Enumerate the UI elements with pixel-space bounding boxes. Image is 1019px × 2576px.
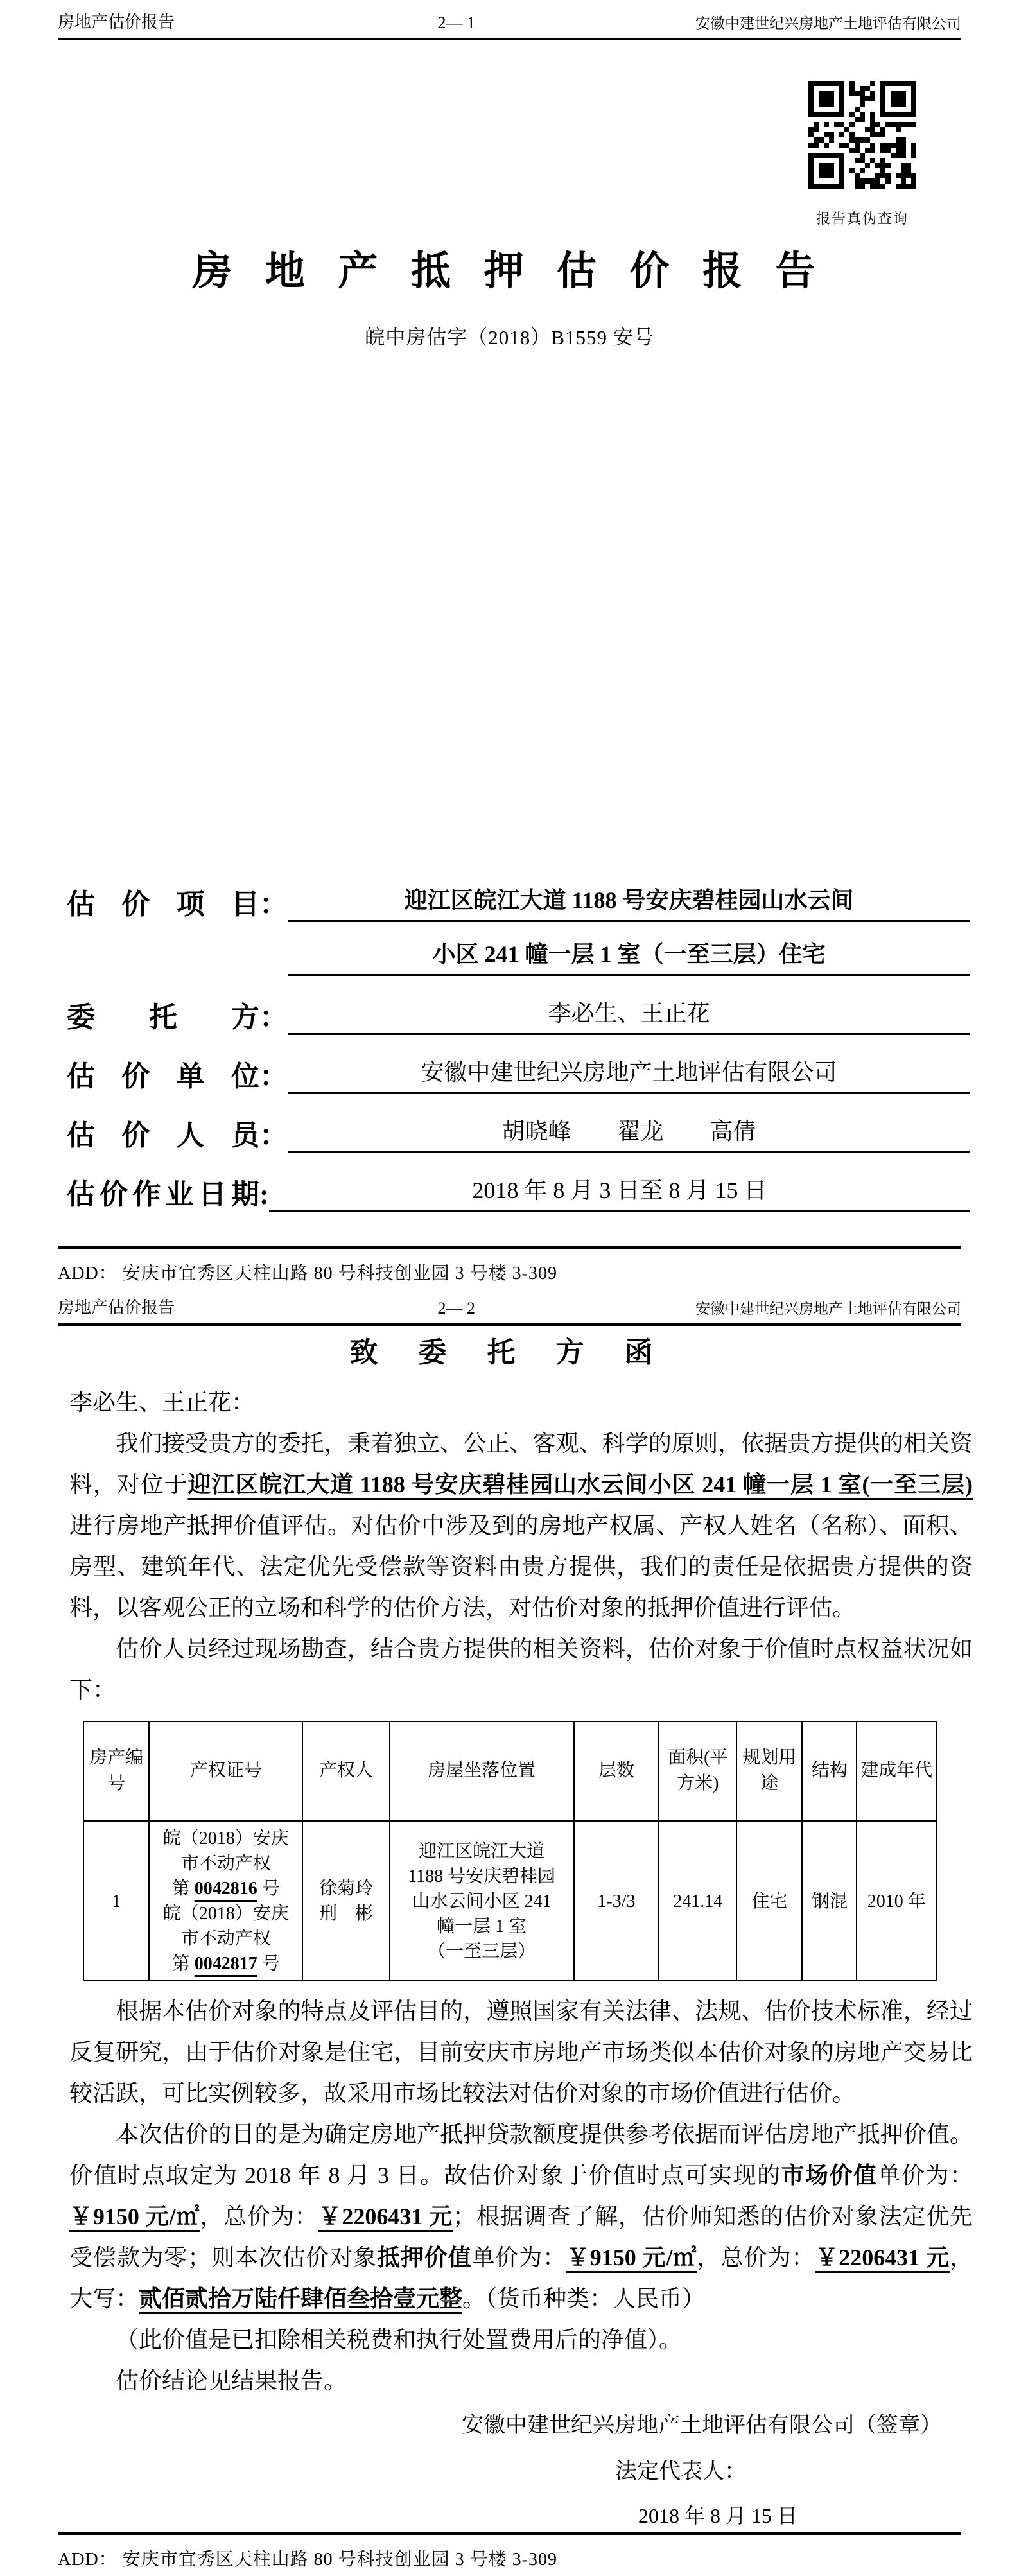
- col-header-year-built: 建成年代: [857, 1721, 936, 1821]
- col-header-area: 面积(平方米): [659, 1721, 736, 1821]
- col-header-owner: 产权人: [302, 1721, 389, 1821]
- field-value-agency: 安徽中建世纪兴房地产土地评估有限公司: [288, 1058, 970, 1094]
- letter-greeting: 李必生、王正花：: [69, 1389, 255, 1415]
- property-table: [83, 1721, 937, 1981]
- field-agency: [67, 1053, 970, 1094]
- field-label-client: 委托方：: [67, 1002, 288, 1033]
- letter-body: [58, 1382, 984, 2401]
- page1-footer: [58, 1246, 961, 1285]
- qr-code: [808, 81, 916, 189]
- letter-paragraph-1: 我们接受贵方的委托，秉着独立、公正、客观、科学的原则，依据贵方提供的相关资料，对位于迎江区皖江大道 1188 号安庆碧桂园山水云间小区 241 幢一层 1 室(一至三层) 进行房地产抵押价值评估。对估价中涉及到的房地产权属、产权人姓名（名称）、面积、房型、建筑年代、法定优先受偿款等资料由贵方提供，我们的责任是依据贵方提供的资料，以客观公正的立场和科学的估价方法，对估价对象的抵押价值进行评估。: [69, 1431, 973, 1621]
- field-label-project: 估价项目：: [67, 889, 288, 920]
- page2-footer: [58, 2532, 961, 2571]
- cell-location: 迎江区皖江大道 1188 号安庆碧桂园 山水云间小区 241 幢一层 1 室 （一至三层）: [390, 1821, 574, 1981]
- letter-paragraph-6: 估价结论见结果报告。: [116, 2368, 347, 2394]
- field-client: [67, 994, 970, 1035]
- col-header-cert-no: 产权证号: [149, 1721, 302, 1821]
- letter-paragraph-5: （此价值是已扣除相关税费和执行处置费用后的净值）。: [116, 2327, 683, 2353]
- cell-planned-use: 住宅: [736, 1821, 802, 1981]
- letter-title: 致 委 托 方 函: [349, 1337, 670, 1368]
- field-staff: [67, 1112, 970, 1153]
- signature-date: 2018 年 8 月 15 日: [638, 2504, 797, 2527]
- page1-running-header: [58, 9, 961, 40]
- field-value-staff: 胡晓峰 翟龙 高倩: [288, 1117, 970, 1153]
- field-work-date: [67, 1171, 970, 1212]
- cell-owner: 徐菊玲 刑 彬: [302, 1821, 389, 1981]
- field-project-line2: [67, 940, 970, 976]
- field-value-work-date: 2018 年 8 月 3 日至 8 月 15 日: [269, 1176, 970, 1212]
- field-value-project-line1: 迎江区皖江大道 1188 号安庆碧桂园山水云间: [288, 886, 970, 922]
- qr-caption: 报告真伪查询: [815, 211, 909, 227]
- report-title: 房 地 产 抵 押 估 价 报 告: [192, 250, 827, 293]
- field-value-project-line2: 小区 241 幢一层 1 室（一至三层）住宅: [288, 940, 970, 976]
- signature-legal-representative: 法定代表人：: [615, 2460, 746, 2484]
- cell-cert-no: 皖（2018）安庆 市不动产权 第 0042816 号 皖（2018）安庆 市不动产权 第 0042817 号: [149, 1821, 302, 1981]
- signature-company: 安徽中建世纪兴房地产土地评估有限公司（签章）: [462, 2414, 942, 2437]
- running-header-company: 安徽中建世纪兴房地产土地评估有限公司: [695, 15, 962, 31]
- running-header-page-number: 2— 2: [437, 1299, 475, 1318]
- field-label-staff: 估价人员：: [67, 1120, 288, 1151]
- page2-running-header: [58, 1294, 961, 1326]
- footer-address: ADD： 安庆市宜秀区天柱山路 80 号科技创业园 3 号楼 3-309: [58, 1264, 557, 1284]
- col-header-planned-use: 规划用途: [736, 1721, 802, 1821]
- cell-area: 241.14: [659, 1821, 736, 1981]
- report-verification-block: [807, 81, 918, 228]
- running-header-doc-type: 房地产估价报告: [58, 1298, 175, 1317]
- cell-structure: 钢混: [802, 1821, 857, 1981]
- running-header-company: 安徽中建世纪兴房地产土地评估有限公司: [695, 1301, 962, 1317]
- running-header-doc-type: 房地产估价报告: [58, 13, 175, 31]
- footer-address: ADD： 安庆市宜秀区天柱山路 80 号科技创业园 3 号楼 3-309: [58, 2550, 557, 2570]
- cell-year-built: 2010 年: [857, 1821, 936, 1981]
- col-header-property-no: 房产编号: [83, 1721, 149, 1821]
- letter-paragraph-3: 根据本估价对象的特点及评估目的，遵照国家有关法律、法规、估价技术标准，经过反复研究，由于估价对象是住宅，目前安庆市房地产市场类似本估价对象的房地产交易比较活跃，可比实例较多，故采用市场比较法对估价对象的市场价值进行估价。: [69, 1998, 973, 2106]
- letter-paragraph-4: 本次估价的目的是为确定房地产抵押贷款额度提供参考依据而评估房地产抵押价值。价值时点取定为 2018 年 8 月 3 日。故估价对象于价值时点可实现的市场价值单价为：￥9150 元/㎡，总价为：￥2206431 元；根据调查了解，估价师知悉的估价对象法定优先受偿款为零；则本次估价对象抵押价值单价为：￥9150 元/㎡，总价为：￥2206431 元，大写：贰佰贰拾万陆仟肆佰叁拾壹元整。（货币种类：人民币）: [69, 2121, 973, 2311]
- col-header-location: 房屋坐落位置: [390, 1721, 574, 1821]
- col-header-structure: 结构: [802, 1721, 857, 1821]
- cover-fields: [58, 881, 970, 1230]
- table-header-row: [83, 1721, 936, 1821]
- field-project-line1: [67, 881, 970, 922]
- signature-block: [58, 2412, 961, 2530]
- col-header-floors: 层数: [574, 1721, 659, 1821]
- field-label-work-date: 估价作业日期:: [67, 1179, 269, 1210]
- report-number: 皖中房估字（2018）B1559 安号: [365, 326, 654, 349]
- table-row: [83, 1821, 936, 1981]
- field-label-agency: 估价单位：: [67, 1061, 288, 1092]
- field-value-client: 李必生、王正花: [288, 999, 970, 1035]
- running-header-page-number: 2— 1: [437, 13, 475, 32]
- cell-floors: 1-3/3: [574, 1821, 659, 1981]
- cell-property-no: 1: [83, 1821, 149, 1981]
- letter-paragraph-2: 估价人员经过现场勘查，结合贵方提供的相关资料，估价对象于价值时点权益状况如下：: [69, 1636, 973, 1703]
